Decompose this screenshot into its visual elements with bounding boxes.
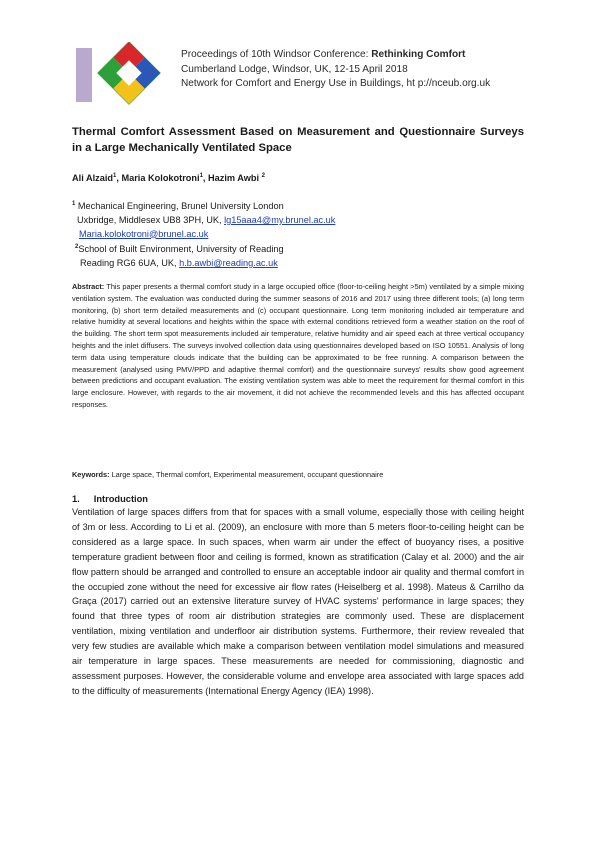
affiliation-2: [72, 241, 284, 271]
introduction-paragraph: Ventilation of large spaces differs from that for spaces with a small volume, especially those with ceiling height of 3m or less. According to Li et al. (2009), an enclosure with more than 5 meters floor-to-ceiling height can be considered as a large space. In such spaces, when warm air under the effect of buoyancy rises, a positive temperature gradient between floor and ceiling is formed, known as stratification (Calay et al. 2000) and the air flow pattern should be arranged and controlled to ensure an acceptable indoor air quality and thermal comfort in the occupied zone without the need for excessive air flow rates (Heiselberg et al. 1998). Mateus & Carrilho da Graça (2017) carried out an extensive literature survey of HVAC systems' performance in large spaces; they found that three types of room air distribution strategies are commonly used. These are displacement ventilation, mixing ventilation and underfloor air distribution systems. Furthermore, their review revealed that very few studies are available which make a comparison between ventilation model simulations and measured air temperature in large spaces. These measurements are needed for commissioning, diagnostic and assessment purposes. However, the considerable volume and envelope area associated with large spaces add to the difficulty of measurements (International Energy Agency (IEA) 1998).: [72, 507, 524, 696]
conference-theme: Rethinking Comfort: [371, 49, 466, 60]
keywords-label: Keywords:: [72, 470, 110, 479]
section-number: 1.: [72, 494, 80, 504]
section-title: Introduction: [93, 494, 148, 504]
affiliation-sup: 1: [72, 201, 76, 207]
abstract-label: Abstract:: [72, 282, 105, 291]
affiliation-address: Reading RG6 6UA, UK,: [80, 257, 180, 268]
email-link[interactable]: Maria.kolokotroni@brunel.ac.uk: [79, 228, 209, 239]
conference-location: Cumberland Lodge, Windsor, UK, 12-15 April 2018: [181, 63, 408, 75]
logo-purple-bar: [76, 48, 92, 102]
affiliation-sup: 2: [75, 244, 79, 250]
keywords: [72, 470, 383, 479]
keywords-text: Large space, Thermal comfort, Experimental measurement, occupant questionnaire: [109, 470, 384, 479]
conference-network: Network for Comfort and Energy Use in Buildings, ht p://nceub.org.uk: [181, 78, 491, 89]
email-link[interactable]: lg15aaa4@my.brunel.ac.uk: [224, 214, 336, 225]
conference-logo: [72, 42, 168, 106]
author-sep: ,: [202, 173, 209, 184]
author-sup: 2: [261, 173, 265, 179]
author-sup: 1: [199, 173, 203, 179]
author-sup: 1: [113, 173, 117, 179]
affiliation-line: School of Built Environment, University of Reading: [78, 244, 284, 255]
conference-prefix: Proceedings of 10th Windsor Conference:: [181, 49, 372, 60]
paper-title: Thermal Comfort Assessment Based on Measurement and Questionnaire Surveys in a Large Mechanically Ventilated Space: [72, 126, 524, 154]
author-name: Maria Kolokotroni: [121, 173, 200, 184]
email-link[interactable]: h.b.awbi@reading.ac.uk: [179, 257, 278, 268]
affiliation-1: [72, 198, 335, 241]
affiliation-address: Uxbridge, Middlesex UB8 3PH, UK,: [77, 214, 225, 225]
section-heading: [72, 494, 162, 504]
author-name: Ali Alzaid: [72, 173, 114, 184]
abstract-text: This paper presents a thermal comfort study in a large occupied office (floor-to-ceiling height >5m) ventilated by a simple mixing ventilation system. The evaluation was conducted during the summer seasons of 2016 and 2017 using three different tools; (a) long term monitoring, (b) short term detailed measurements and (c) occupant questionnaire. Long term monitoring included air temperature and relative humidity at several locations and heights within the space with external conditions retrieved form a weather station on the roof of the building. The short term spot measurements included air temperature, relative humidity and air speed each at three vertical occupancy heights and the inlet diffusers. The surveys involved collection data using questionnaires developed based on ISO 10551. Analysis of long term data using temperature clouds indicate that the building can be approximated to be free running. A comparison between the measurement (analysed using PMV/PPD and adaptive thermal comfort) and the questionnaire surveys' results show good agreement between predictions and occupant evaluation. The existing ventilation system was able to meet the requirement for thermal comfort in this large enclosure. However, with regards to the air movement, it did not achieve the recommended levels and this has affected occupant responses.: [72, 282, 524, 409]
abstract: [72, 281, 524, 411]
author-sep: ,: [116, 173, 122, 184]
conference-header: [181, 48, 490, 92]
author-name: Hazim Awbi: [208, 173, 260, 184]
affiliation-line: Mechanical Engineering, Brunel University London: [75, 201, 284, 212]
author-list: [72, 173, 265, 183]
